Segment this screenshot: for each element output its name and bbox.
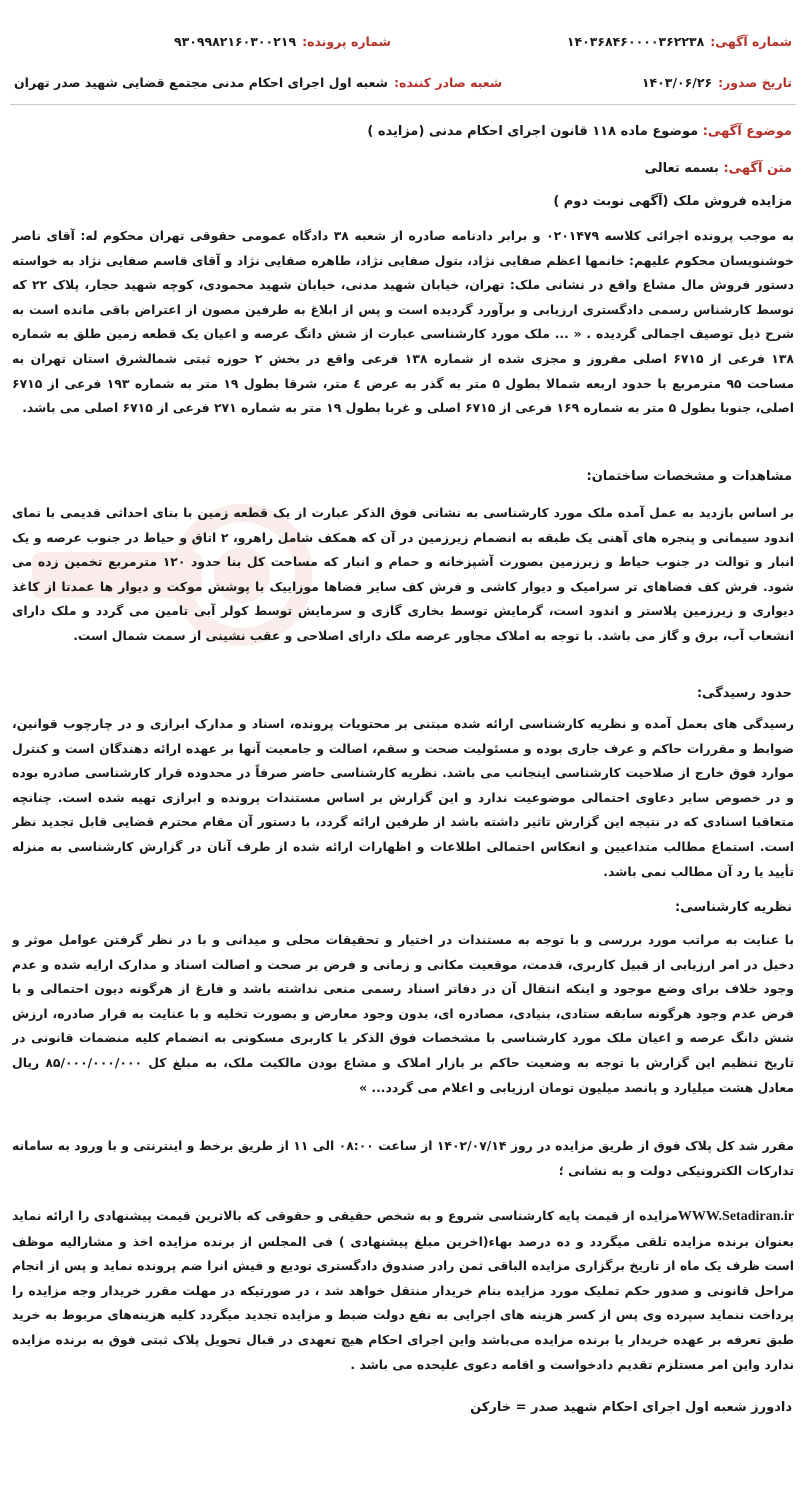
issue-date-label: تاریخ صدور: (718, 75, 792, 90)
case-number-label: شماره پرونده: (302, 34, 391, 49)
text-intro-value: بسمه تعالی (644, 161, 719, 176)
ad-number-value: ۱۴۰۳۶۸۴۶۰۰۰۰۳۶۲۲۳۸ (566, 34, 705, 49)
observations-heading: مشاهدات و مشخصات ساختمان: (586, 469, 792, 484)
opinion-heading: نظریه کارشناسی: (675, 900, 792, 915)
ad-number-label: شماره آگهی: (710, 34, 792, 49)
auction-schedule-paragraph: مقرر شد کل پلاک فوق از طریق مزایده در روز ۱۴۰۲/۰۷/۱۴ از ساعت ۰۸:۰۰ الی ۱۱ از طریق برخط و اینترنتی و با ورود به سامانه تدارکات الکترونیکی دولت و به نشانی ؛ (12, 1138, 794, 1178)
ad-title: مزایده فروش ملک (آگهی نوبت دوم ) (553, 194, 792, 209)
subject-line (14, 124, 792, 139)
text-intro-line (14, 161, 792, 176)
issuer-field (14, 75, 502, 90)
setadiran-website: WWW.Setadiran.ir (677, 1209, 794, 1224)
subject-value: موضوع ماده ۱۱۸ قانون اجرای احکام مدنی (مزایده ) (367, 124, 699, 139)
case-number-value: ۹۳۰۹۹۸۲۱۶۰۳۰۰۲۱۹ (174, 34, 297, 49)
opinion-paragraph: با عنایت به مراتب مورد بررسی و با توجه به مستندات در اختیار و تحقیقات محلی و میدانی و با در نظر گرفتن عوامل موثر و دخیل در امر ارزیابی از قبیل کاربری، قدمت، موقعیت مکانی و زمانی و فرض بر صحت و اصالت اسناد و مدارک ارایه شده و عدم وجود خلاف برای وضع موجود و اینکه انتقال آن در دفاتر اسناد رسمی منعی نداشته باشد و فارغ از هرگونه دیون احتمالی و با فرض عدم وجود هرگونه سابقه ستادی، بنیادی، مصادره ای، بدون وجود معارض و بصورت تخلیه و با عنایت به قرار صادره، ارزش شش دانگ عرصه و اعیان ملک مورد کارشناسی با مشخصات فوق الذکر با کاربری مسکونی به انضمام کلیه منضمات قانونی در تاریخ تنظیم این گزارش با توجه به وضعیت حاکم بر بازار املاک و مشاع بودن مالکیت ملک، به مبلغ کل ۸۵/۰۰۰/۰۰۰/۰۰۰ ریال معادل هشت میلیارد و پانصد میلیون تومان ارزیابی و اعلام می گردد... » (12, 932, 794, 1095)
auction-terms-paragraph (12, 1204, 794, 1382)
header-row-numbers (14, 34, 792, 49)
signature-line: دادورز شعبه اول اجرای احکام شهید صدر = خارکن (470, 1400, 792, 1415)
header-divider (10, 104, 796, 105)
ad-number-field (567, 34, 792, 49)
scope-heading: حدود رسیدگی: (696, 686, 792, 701)
issue-date-value: ۱۴۰۳/۰۶/۲۶ (641, 75, 713, 90)
issue-date-field (642, 75, 792, 90)
observations-paragraph: بر اساس بازدید به عمل آمده ملک مورد کارشناسی به نشانی فوق الذکر عبارت از یک قطعه زمین با بنای احداثی قدیمی با نمای اندود سیمانی و پنجره های آهنی یک طبقه به انضمام زیرزمین در آن که همکف شامل راهرو، ۲ اتاق و حیاط در جنوب عرصه و یک انبار و توالت در جنوب حیاط و زیرزمین بصورت آشپزخانه و حمام و انبار که مساحت کل بنا حدود ۱۲۰ مترمربع تخمین زده می شود. فرش کف فضاهای تر سرامیک و دیوار کاشی و فرش کف سایر فضاها موزاییک با پوشش موکت و دیوار ها عمدتا از کاغذ دیواری و زیرزمین پلاستر و اندود است، گرمایش توسط بخاری گازی و سرمایش توسط کولر آبی تامین می گردد و ملک دارای انشعاب آب، برق و گاز می باشد. با توجه به املاک مجاور عرصه ملک دارای اصلاحی و عقب نشینی از سمت شمال است. (12, 505, 794, 643)
header-row-issue (14, 75, 792, 90)
scope-paragraph: رسیدگی های بعمل آمده و نظریه کارشناسی ارائه شده مبتنی بر محتویات پرونده، اسناد و مدارک ابرازی و در چارچوب قوانین، ضوابط و مقررات حاکم و عرف جاری بوده و مسئولیت صحت و سقم، اصالت و جامعیت آنها بر عهده ارائه دهندگان است و کنترل موارد فوق خارج از صلاحیت کارشناسی اینجانب می باشد. نظریه کارشناسی حاضر صرفاً در محدوده قرار کارشناسی صادره بوده و در خصوص سایر دعاوی احتمالی موضوعیت ندارد و این گزارش بر اساس مستندات پرونده و ابرازی تهیه شده است. چنانچه متعاقبا اسنادی که در نتیجه این گزارش تاثیر داشته باشد از طرفین ارائه گردد، با دستور آن مقام محترم قضایی قابل تجدید نظر است. استماع مطالب متداعیین و انعکاس احتمالی اطلاعات و اظهارات ارائه شده از طرف آنان در گزارش کارشناسی به منزله تأیید یا رد آن مطالب نمی باشد. (12, 716, 794, 879)
issuer-value: شعبه اول اجرای احکام مدنی مجتمع قضایی شهید صدر تهران (14, 75, 388, 90)
subject-label: موضوع آگهی: (702, 124, 792, 139)
issuer-label: شعبه صادر کننده: (393, 75, 503, 90)
auction-terms-text: مزایده از قیمت پایه کارشناسی شروع و به شخص حقیقی و حقوقی که بالاترین قیمت پیشنهادی را ارائه نماید بعنوان برنده مزایده تلقی میگردد و ده درصد بهاء(اخرین مبلغ پیشنهادی ) فی المجلس از برنده مزایده اخذ و مشارالیه موظف است ظرف یک ماه از تاریخ برگزاری مزایده الباقی ثمن رادر صندوق دادگستری تودیع و فیش انرا ضم پرونده نماید و پس از انجام مراحل قانونی و صدور حکم تملیک مورد مزایده بنام خریدار منتقل خواهد شد ، در صورتیکه در مهلت مقرر خریدار وجه مزایده را پرداخت ننماید سپرده وی پس از کسر هزینه های اجرایی به نفع دولت ضبط و مزایده تجدید میگردد کلیه هزینه‌های مربوط به خرید طبق تعرفه بر عهده خریدار یا برنده مزایده می‌باشد واین اجرای احکام هیچ تعهدی در قبال تحویل پلاک ثبتی فوق به برنده مزایده ندارد واین امر مستلزم تقدیم دادخواست و اقامه دعوی علیحده می باشد . (12, 1208, 794, 1372)
text-intro-label: متن آگهی: (723, 161, 792, 176)
case-description-paragraph: به موجب پرونده اجرائی کلاسه ۰۲۰۱۴۷۹ و برابر دادنامه صادره از شعبه ۳۸ دادگاه عمومی حقوقی تهران محکوم له: آقای ناصر خوشنویسان محکوم علیهم: خانمها اعظم صفایی نژاد، بتول صفایی نژاد، طاهره صفایی نژاد و آقای قاسم صفایی نژاد به خواسته دستور فروش مال مشاع واقع در نشانی ملک: تهران، خیابان شهید مدنی، خیابان شهید محمودی، کوچه شهید حجار، پلاک ۲۲ که توسط کارشناس رسمی دادگستری ارزیابی و برآورد گردیده است و پس از ابلاغ به طرفین مصون از اعتراض باقی مانده است به شرح ذیل توصیف اجمالی گردیده . « ... ملک مورد کارشناسی عبارت از شش دانگ عرصه و اعیان یک قطعه زمین طلق به شماره ۱۳۸ فرعی از ۶۷۱۵ اصلی مفروز و مجزی شده از شماره ۱۳۸ فرعی واقع در بخش ۲ حوزه ثبتی شمالشرق استان تهران به مساحت ۹۵ مترمربع با حدود اربعه شمالا بطول ۵ متر به گذر به عرض ٤ متر، شرقا بطول ۱۹ متر به شماره ۱۹۳ فرعی از ۶۷۱۵ اصلی، جنوبا بطول ۵ متر به شماره ۱۶۹ فرعی از ۶۷۱۵ اصلی و غربا بطول ۱۹ متر به شماره ۲۷۱ فرعی از ۶۷۱۵ اصلی می باشد. (12, 228, 794, 416)
case-number-field (174, 34, 391, 49)
